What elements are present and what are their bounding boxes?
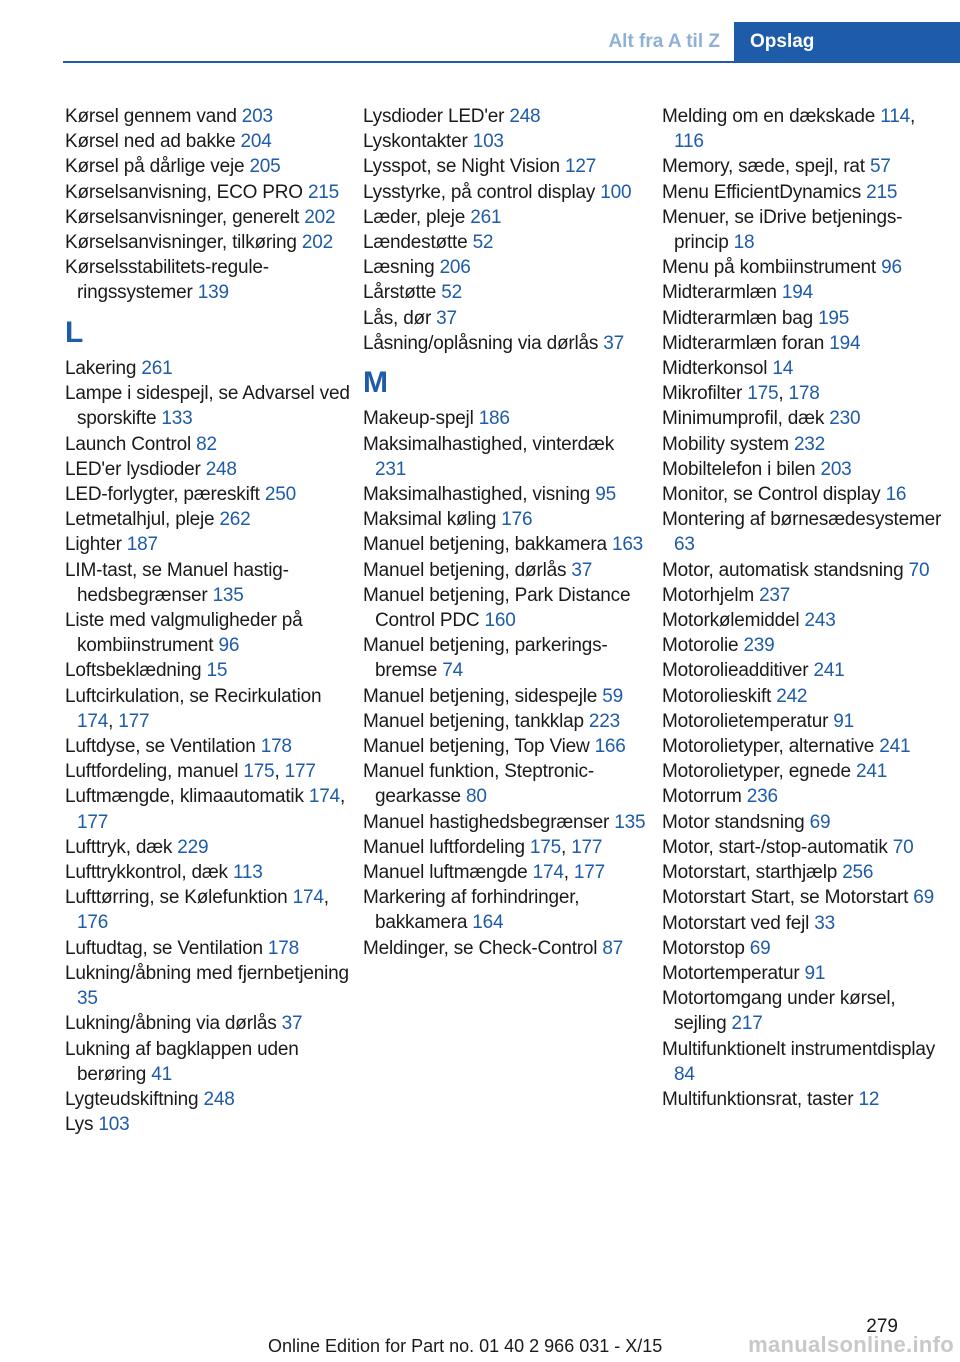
page-reference-link[interactable]: 133	[161, 408, 193, 430]
index-term: Lys	[65, 1114, 99, 1136]
index-term: Montering af børnesædesystemer	[662, 509, 942, 531]
index-entry	[65, 457, 350, 482]
page-reference-link[interactable]: 229	[177, 836, 209, 858]
index-term: LIM-tast, se Manuel hastighedsbegrænser	[65, 559, 289, 606]
index-term: Kørselsanvisninger, tilkøring	[65, 232, 302, 254]
index-entry: Luftmængde, klimaautomatik 174, 177	[65, 786, 346, 833]
page-reference-link[interactable]: 37	[281, 1013, 303, 1035]
index-entry: Luftcirkulation, se Recirkulation 174, 177	[65, 685, 322, 732]
page-reference-link[interactable]: 236	[746, 786, 778, 808]
page-reference-link[interactable]: 14	[772, 358, 794, 380]
index-entry	[662, 810, 947, 835]
index-term: Motortemperatur	[662, 962, 805, 984]
index-term: Manuel betjening, tankklap	[363, 710, 589, 732]
index-term: Motorhjelm	[662, 584, 760, 606]
page-reference-link[interactable]: 164	[472, 912, 504, 934]
index-entry	[65, 104, 350, 129]
page-reference-link[interactable]: 57	[869, 156, 891, 178]
index-term: Memory, sæde, spejl, rat	[662, 156, 870, 178]
index-term: Lufttryk, dæk	[65, 836, 178, 858]
header-section-title: Alt fra A til Z	[608, 31, 720, 52]
index-term: Maksimalhastighed, visning	[363, 484, 596, 506]
index-entry	[662, 482, 947, 507]
page-reference-link[interactable]: 16	[885, 484, 907, 506]
index-entry	[662, 180, 947, 205]
index-term: Letmetalhjul, pleje	[65, 509, 220, 531]
page-reference-link[interactable]: 175	[529, 836, 562, 858]
index-term: Melding om en dækskade	[662, 106, 881, 127]
page-reference-link[interactable]: 204	[240, 131, 272, 153]
index-term: Mobiltelefon i bilen	[662, 458, 821, 480]
index-entry	[65, 532, 350, 557]
index-term: Motor, start-/stop-automatik	[662, 836, 893, 858]
index-entry	[363, 532, 648, 557]
index-term: Midterarmlæn bag	[662, 307, 819, 329]
page-reference-link[interactable]: 223	[588, 710, 621, 732]
index-entry	[65, 734, 350, 759]
index-term: Maksimalhastighed, vinterdæk	[363, 433, 615, 455]
index-term: Mikrofilter	[662, 383, 748, 405]
page-reference-link[interactable]: 163	[611, 534, 644, 556]
index-entry	[662, 658, 947, 683]
index-entry	[363, 230, 648, 255]
index-entry	[363, 885, 648, 935]
index-term: Monitor, se Control display	[662, 484, 886, 506]
page-reference-link[interactable]: 160	[484, 610, 516, 632]
page-reference-link[interactable]: 177	[77, 811, 109, 833]
index-term: Manuel betjening, dørlås	[363, 559, 572, 581]
index-entry	[65, 154, 350, 179]
index-entry	[363, 684, 648, 709]
index-entry	[65, 205, 350, 230]
index-entry	[363, 154, 648, 179]
index-entry: Luftfordeling, manuel 175, 177	[65, 761, 316, 783]
index-term: Lændestøtte	[363, 232, 473, 254]
page-reference-link[interactable]: 186	[478, 408, 510, 430]
index-term: Motor, automatisk standsning	[662, 559, 909, 581]
page-reference-link[interactable]: 178	[267, 937, 300, 959]
page-reference-link[interactable]: 37	[603, 332, 625, 354]
index-term: Maksimal køling	[363, 509, 502, 531]
index-entry	[65, 658, 350, 683]
index-entry	[662, 734, 947, 759]
index-entry	[662, 684, 947, 709]
index-term: Kørselsanvisninger, generelt	[65, 206, 305, 228]
index-entry	[662, 885, 947, 910]
index-entry	[662, 356, 947, 381]
index-term: Meldinger, se Check-Control	[363, 937, 603, 959]
index-term: Makeup-spejl	[363, 408, 479, 430]
index-entry	[65, 356, 350, 381]
page-reference-link[interactable]: 174	[308, 786, 340, 808]
page-reference-link[interactable]: 177	[118, 710, 150, 732]
index-term: Motortomgang under kørsel, sejling	[662, 988, 896, 1035]
page-reference-link[interactable]: 194	[781, 282, 813, 304]
index-term: Manuel hastighedsbegrænser	[363, 811, 615, 833]
index-term: Læder, pleje	[363, 206, 471, 228]
index-entry	[363, 583, 648, 633]
index-entry	[662, 583, 947, 608]
index-entry	[363, 180, 648, 205]
index-term: Manuel betjening, parkeringsbremse	[363, 635, 608, 682]
index-entry	[662, 709, 947, 734]
index-term: Motorstop	[662, 937, 750, 959]
index-entry	[662, 432, 947, 457]
index-entry	[662, 961, 947, 986]
index-entry	[363, 331, 648, 356]
section-letter: L	[65, 315, 84, 349]
page-reference-link[interactable]: 230	[829, 408, 861, 430]
page-reference-link[interactable]: 96	[881, 257, 902, 279]
page-reference-link[interactable]: 166	[594, 736, 626, 758]
page-reference-link[interactable]: 52	[472, 232, 494, 254]
index-term: Motorolieadditiver	[662, 660, 814, 682]
index-entry	[65, 1087, 350, 1112]
page-reference-link[interactable]: 205	[249, 156, 281, 178]
page-reference-link[interactable]: 215	[307, 181, 340, 203]
index-entry	[662, 759, 947, 784]
page-reference-link[interactable]: 114	[880, 106, 910, 127]
index-term: Luftudtag, se Ventilation	[65, 937, 268, 959]
page-reference-link[interactable]: 175	[747, 383, 779, 405]
index-term: Midterkonsol	[662, 358, 773, 380]
page-reference-link[interactable]: 237	[759, 584, 791, 606]
page-reference-link[interactable]: 187	[126, 534, 158, 556]
page-reference-link[interactable]: 176	[77, 912, 109, 934]
index-entry	[662, 911, 947, 936]
index-entry	[662, 633, 947, 658]
page-reference-link[interactable]: 139	[197, 282, 229, 304]
index-term: Motorrum	[662, 786, 747, 808]
index-term: Luftfordeling, manuel	[65, 761, 244, 783]
page-reference-link[interactable]: 41	[151, 1063, 172, 1085]
index-entry	[662, 784, 947, 809]
index-entry	[65, 1011, 350, 1036]
index-term: Lås, dør	[363, 307, 437, 329]
index-entry	[363, 129, 648, 154]
page-reference-link[interactable]: 59	[602, 685, 623, 707]
index-entry	[662, 457, 947, 482]
page-reference-link[interactable]: 177	[284, 761, 316, 783]
index-entry	[363, 205, 648, 230]
index-term: Kørsel ned ad bakke	[65, 131, 241, 153]
page-reference-link[interactable]: 261	[141, 358, 173, 380]
page-reference-link[interactable]: 69	[749, 937, 771, 959]
index-term: Motor standsning	[662, 811, 810, 833]
index-entry: Lufttørring, se Kølefunktion 174, 176	[65, 887, 329, 934]
index-entry	[65, 835, 350, 860]
index-term: Lampe i sidespejl, se Advarsel ved sporskifte	[65, 383, 350, 430]
index-entry	[363, 280, 648, 305]
page-reference-link[interactable]: 203	[241, 106, 273, 127]
page-reference-link[interactable]: 103	[472, 131, 504, 153]
page-reference-link[interactable]: 239	[743, 635, 775, 657]
index-term: Lårstøtte	[363, 282, 442, 304]
index-term: Loftsbeklædning	[65, 660, 207, 682]
index-entry	[363, 482, 648, 507]
page-reference-link[interactable]: 70	[892, 836, 914, 858]
index-term: Manuel betjening, Park Distance Control PDC	[363, 584, 631, 632]
index-entry	[363, 507, 648, 532]
index-entry	[65, 507, 350, 532]
page-reference-link[interactable]: 241	[855, 761, 888, 783]
index-term: Manuel betjening, bakkamera	[363, 534, 612, 556]
page-reference-link[interactable]: 232	[793, 433, 826, 455]
page-reference-link[interactable]: 174	[292, 887, 324, 909]
index-term: Lukning/åbning med fjernbetjening	[65, 962, 349, 984]
index-term: LED'er lysdioder	[65, 458, 206, 480]
index-entry	[65, 961, 350, 1011]
index-entry	[363, 432, 648, 482]
page-reference-link[interactable]: 74	[442, 660, 463, 682]
page-reference-link[interactable]: 52	[441, 282, 462, 304]
index-entry	[662, 406, 947, 431]
page-reference-link[interactable]: 256	[842, 862, 874, 884]
page-reference-link[interactable]: 84	[674, 1063, 695, 1085]
page-reference-link[interactable]: 82	[196, 433, 217, 455]
page-reference-link[interactable]: 63	[674, 534, 695, 556]
page-reference-link[interactable]: 241	[813, 660, 845, 682]
index-entry	[662, 986, 947, 1036]
index-entry	[65, 1037, 350, 1087]
index-entry	[65, 432, 350, 457]
index-term: Motorolie	[662, 635, 744, 657]
index-entry	[65, 936, 350, 961]
index-entry	[363, 759, 648, 809]
index-term: Multifunktionelt instrumentdisplay	[662, 1038, 936, 1060]
index-term: Lukning af bagklappen uden berøring	[65, 1038, 299, 1085]
page-reference-link[interactable]: 206	[439, 257, 471, 279]
index-term: Motorstart ved fejl	[662, 912, 815, 934]
page-reference-link[interactable]: 95	[595, 484, 616, 506]
index-entry	[662, 1087, 947, 1112]
page-reference-link[interactable]: 195	[818, 307, 850, 329]
index-term: Læsning	[363, 257, 440, 279]
index-term: Motorolietyper, egnede	[662, 761, 856, 783]
index-term: Lakering	[65, 358, 142, 380]
page-reference-link[interactable]: 91	[804, 962, 826, 984]
index-entry	[65, 860, 350, 885]
index-term: Lysstyrke, på control display	[363, 181, 601, 203]
page-reference-link[interactable]: 215	[866, 181, 898, 203]
index-entry	[65, 180, 350, 205]
index-entry: Manuel luftfordeling 175, 177	[363, 836, 603, 858]
index-entry	[662, 507, 947, 557]
index-entry	[363, 810, 648, 835]
page-reference-link[interactable]: 202	[301, 232, 333, 254]
page-reference-link[interactable]: 248	[509, 106, 541, 127]
page-reference-link[interactable]: 174	[532, 862, 564, 884]
section-letter: M	[363, 366, 388, 400]
index-entry	[662, 860, 947, 885]
page-reference-link[interactable]: 250	[264, 484, 296, 506]
index-column-3	[662, 104, 947, 1112]
index-column-1	[65, 104, 350, 1137]
index-entry	[662, 835, 947, 860]
index-term: Lysspot, se Night Vision	[363, 156, 565, 178]
page-reference-link[interactable]: 12	[858, 1088, 880, 1110]
page-reference-link[interactable]: 248	[203, 1088, 235, 1110]
index-entry	[363, 633, 648, 683]
watermark: manualsonline.info	[748, 1332, 954, 1357]
index-column-2	[363, 104, 648, 961]
index-term: Menuer, se iDrive betjeningsprincip	[662, 206, 903, 254]
page-reference-link[interactable]: 242	[776, 685, 808, 707]
index-entry	[65, 230, 350, 255]
page-reference-link[interactable]: 91	[833, 710, 855, 732]
page-reference-link[interactable]: 135	[614, 811, 646, 833]
index-entry	[662, 558, 947, 583]
index-entry	[363, 734, 648, 759]
page-reference-link[interactable]: 69	[913, 887, 934, 909]
page-reference-link[interactable]: 177	[571, 836, 603, 858]
index-term: Motorstart, starthjælp	[662, 862, 843, 884]
index-term: Menu på kombiinstrument	[662, 257, 882, 279]
index-entry	[65, 381, 350, 431]
index-term: Manuel betjening, Top View	[363, 736, 595, 758]
index-term: Midterarmlæn foran	[662, 332, 830, 354]
page-reference-link[interactable]: 135	[212, 584, 244, 606]
page-reference-link[interactable]: 241	[879, 736, 911, 758]
page-reference-link[interactable]: 262	[219, 509, 251, 531]
index-entry	[363, 255, 648, 280]
page-reference-link[interactable]: 177	[573, 862, 605, 884]
index-entry	[662, 1037, 947, 1087]
index-term: Luftmængde, klimaautomatik	[65, 786, 309, 808]
page-reference-link[interactable]: 203	[820, 458, 852, 480]
page-reference-link[interactable]: 261	[470, 206, 502, 228]
page-reference-link[interactable]: 33	[814, 912, 836, 934]
index-term: Lukning/åbning via dørlås	[65, 1013, 282, 1035]
index-entry	[662, 608, 947, 633]
index-entry	[65, 608, 350, 658]
index-term: Kørsel gennem vand	[65, 106, 242, 127]
page-reference-link[interactable]: 100	[600, 181, 632, 203]
index-term: Mobility system	[662, 433, 794, 455]
page-reference-link[interactable]: 178	[260, 736, 292, 758]
index-entry	[363, 936, 648, 961]
index-term: Manuel funktion, Steptronic-gearkasse	[363, 761, 594, 808]
page-reference-link[interactable]: 217	[731, 1013, 763, 1035]
index-term: Lyskontakter	[363, 131, 473, 153]
footer-edition: Online Edition for Part no. 01 40 2 966 031 - X/15	[268, 1336, 663, 1356]
index-entry	[65, 558, 350, 608]
index-term: Lysdioder LED'er	[363, 106, 510, 127]
page-reference-link[interactable]: 202	[304, 206, 336, 228]
page-reference-link[interactable]: 35	[77, 988, 98, 1010]
index-term: Luftcirkulation, se Recirkulation	[65, 685, 322, 707]
index-entry: Melding om en dækskade 114, 116	[662, 106, 916, 153]
index-entry	[662, 205, 947, 255]
index-term: Kørselsanvisning, ECO PRO	[65, 181, 308, 203]
index-entry	[662, 306, 947, 331]
index-entry	[662, 280, 947, 305]
index-term: Manuel betjening, sidespejle	[363, 685, 603, 707]
index-entry	[363, 558, 648, 583]
page-reference-link[interactable]: 87	[602, 937, 624, 959]
page-reference-link[interactable]: 178	[788, 383, 820, 405]
page-reference-link[interactable]: 37	[571, 559, 593, 581]
page-reference-link[interactable]: 69	[809, 811, 831, 833]
index-term: Menu EfficientDynamics	[662, 181, 867, 203]
page-reference-link[interactable]: 176	[501, 509, 533, 531]
index-term: Motorkølemiddel	[662, 610, 805, 632]
index-term: Midterarmlæn	[662, 282, 782, 304]
index-entry: Mikrofilter 175, 178	[662, 383, 820, 405]
index-entry	[662, 154, 947, 179]
index-entry: Manuel luftmængde 174, 177	[363, 862, 605, 884]
index-term: Manuel luftfordeling	[363, 836, 530, 858]
index-term: Minimumprofil, dæk	[662, 408, 830, 430]
index-term: Multifunktionsrat, taster	[662, 1088, 859, 1110]
page-reference-link[interactable]: 248	[205, 458, 237, 480]
page-reference-link[interactable]: 15	[206, 660, 228, 682]
page-number: 279	[866, 1316, 898, 1337]
index-term: Kørselsstabilitets-reguleringssystemer	[65, 257, 270, 304]
index-term: Lighter	[65, 534, 127, 556]
page-reference-link[interactable]: 103	[98, 1114, 130, 1136]
index-term: Motorolieskift	[662, 685, 777, 707]
page-reference-link[interactable]: 116	[674, 131, 704, 153]
page-reference-link[interactable]: 175	[243, 761, 275, 783]
index-entry	[363, 306, 648, 331]
header-tab: Opslag	[734, 22, 960, 62]
index-entry	[662, 936, 947, 961]
page-reference-link[interactable]: 70	[908, 559, 930, 581]
index-term: Liste med valgmuligheder på kombiinstrument	[65, 610, 303, 657]
index-term: Låsning/oplåsning via dørlås	[363, 332, 604, 354]
page-reference-link[interactable]: 127	[565, 156, 597, 178]
index-term: Motorstart Start, se Motorstart	[662, 887, 914, 909]
index-entry	[662, 255, 947, 280]
index-entry	[65, 255, 350, 305]
index-term: Motorolietemperatur	[662, 710, 834, 732]
index-entry	[363, 406, 648, 431]
index-entry	[65, 129, 350, 154]
index-term: Launch Control	[65, 433, 197, 455]
page-reference-link[interactable]: 18	[733, 232, 755, 254]
page-reference-link[interactable]: 96	[218, 635, 240, 657]
page-reference-link[interactable]: 231	[375, 458, 407, 480]
index-term: Lygteudskiftning	[65, 1088, 204, 1110]
index-term: LED-forlygter, pæreskift	[65, 484, 265, 506]
index-term: Lufttørring, se Kølefunktion	[65, 887, 293, 909]
index-term: Kørsel på dårlige veje	[65, 156, 250, 178]
page-reference-link[interactable]: 80	[465, 786, 487, 808]
index-term: Lufttrykkontrol, dæk	[65, 862, 233, 884]
page-reference-link[interactable]: 243	[804, 610, 836, 632]
index-entry	[363, 709, 648, 734]
index-entry	[65, 1112, 350, 1137]
index-entry	[662, 331, 947, 356]
page-reference-link[interactable]: 113	[232, 862, 263, 884]
index-entry	[65, 482, 350, 507]
page-reference-link[interactable]: 194	[829, 332, 861, 354]
page-reference-link[interactable]: 37	[436, 307, 457, 329]
page-reference-link[interactable]: 174	[77, 710, 109, 732]
index-term: Markering af forhindringer, bakkamera	[363, 887, 580, 934]
index-term: Manuel luftmængde	[363, 862, 533, 884]
index-term: Motorolietyper, alternative	[662, 736, 880, 758]
index-entry	[363, 104, 648, 129]
index-term: Luftdyse, se Ventilation	[65, 736, 261, 758]
